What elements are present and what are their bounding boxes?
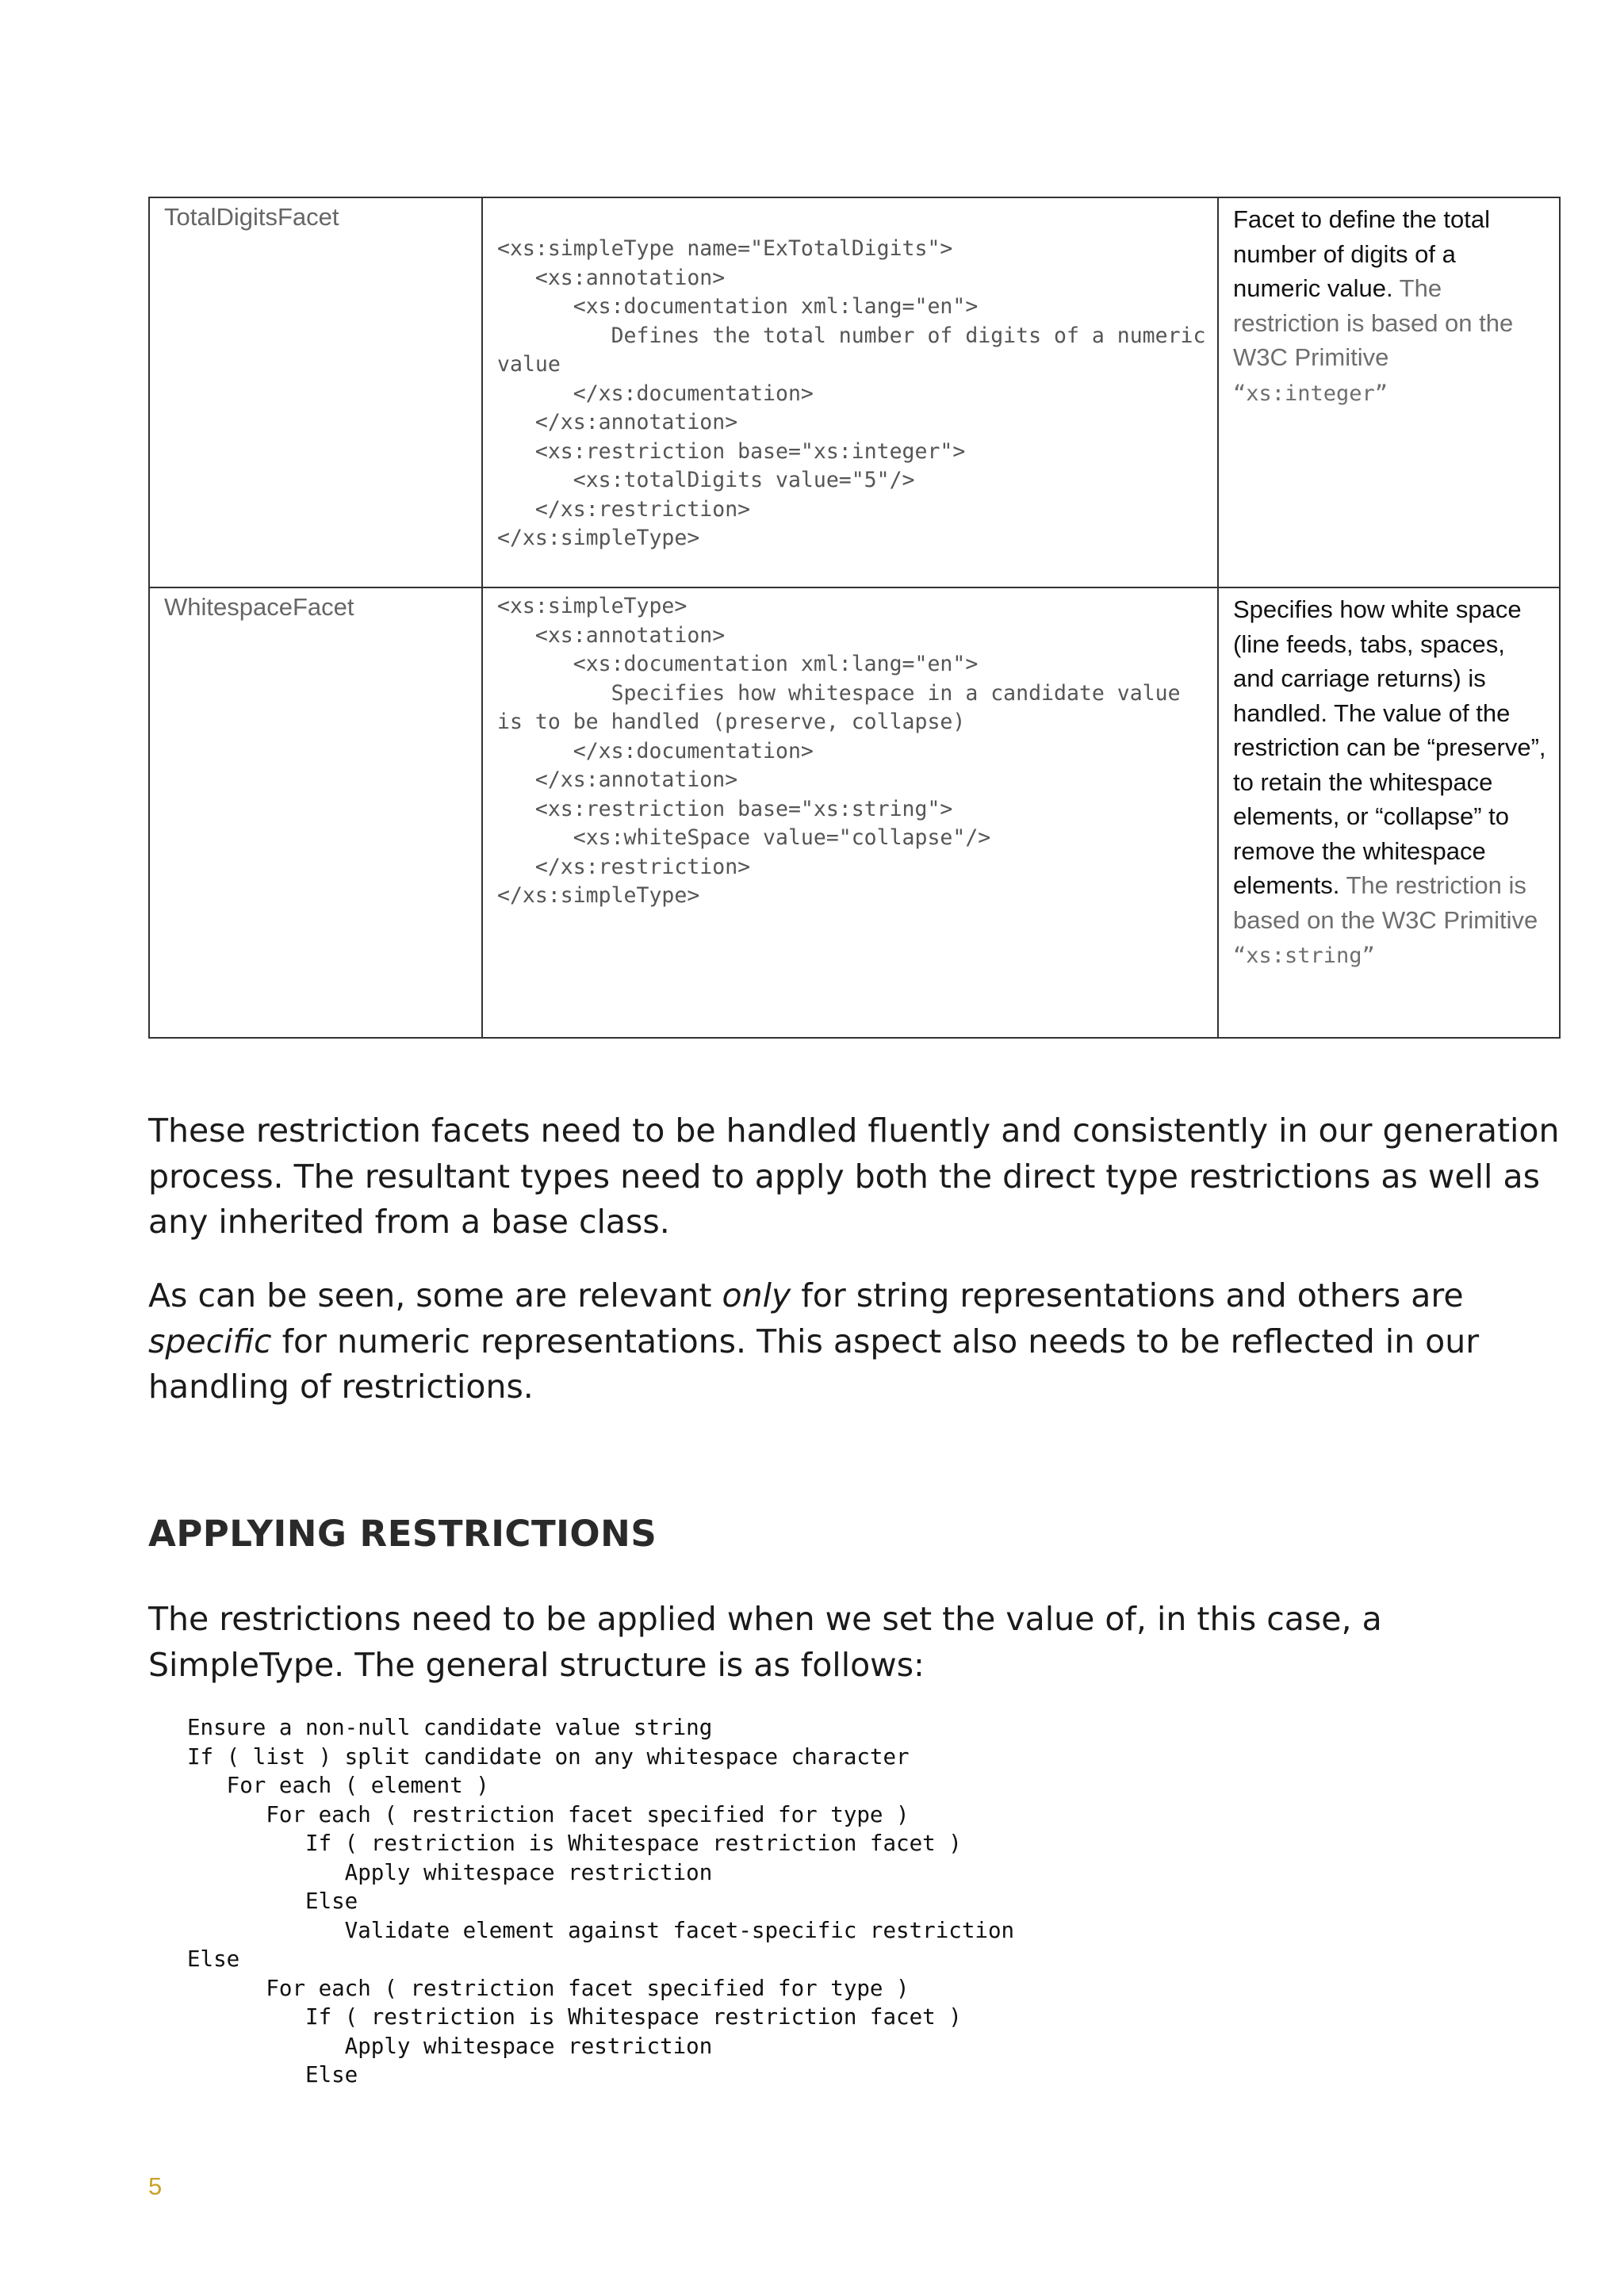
facet-description [1219, 198, 1559, 411]
restriction-facets-table [148, 197, 1561, 1039]
body-paragraph: These restriction facets need to be handled fluently and consistently in our generation process. The resultant types need to apply both the direct type restrictions as well as any inherited from a base class. [148, 1112, 1560, 1241]
paragraph-text: for numeric representations. This aspect also needs to be reflected in our handling of restrictions. [148, 1322, 1480, 1406]
paragraph-text: for string representations and others are [791, 1276, 1464, 1314]
facet-name-cell [149, 587, 482, 1038]
facet-primitive-type: “xs:integer” [1233, 381, 1388, 406]
emphasis-only: only [722, 1276, 791, 1314]
facet-code-sample: <xs:simpleType name="ExTotalDigits"> <xs:annotation> <xs:documentation xml:lang="en"> Defines the total number of digits of a numeric value </xs:documentation> </xs:annotation> <xs:restriction base="xs:integer"> <xs:totalDigits value="5"/> </xs:restriction> </xs:simpleType> [497, 236, 1206, 550]
facet-name-cell [149, 197, 482, 587]
facet-primitive-type: “xs:string” [1233, 943, 1375, 968]
body-paragraph [148, 1273, 1560, 1410]
page-number: 5 [148, 2172, 163, 2200]
facet-name: TotalDigitsFacet [164, 203, 339, 231]
facet-description-basis: The restriction is based on the W3C Primitive [1233, 871, 1538, 934]
facet-description-cell [1218, 587, 1560, 1038]
facet-description-main: Facet to define the total number of digits of a numeric value. [1233, 205, 1490, 302]
section-heading: APPLYING RESTRICTIONS [148, 1513, 657, 1555]
paragraph-text: As can be seen, some are relevant [148, 1276, 722, 1314]
facet-code-cell [482, 587, 1218, 1038]
facet-description-basis: The restriction is based on the W3C Primitive [1233, 274, 1514, 371]
pseudocode-block: Ensure a non-null candidate value string If ( list ) split candidate on any whitespace character For each ( element ) For each ( restriction facet specified for type ) If ( restriction is Whitespace restriction facet ) Apply whitespace restriction Else Validate element against facet-specific restriction Else For each ( restriction facet specified for type ) If ( restriction is Whitespace restriction facet ) Apply whitespace restriction Else [187, 1715, 1015, 2087]
facet-name: WhitespaceFacet [164, 593, 354, 621]
table-row [149, 587, 1560, 1038]
facet-description-main: Specifies how white space (line feeds, tabs, spaces, and carriage returns) is handled. The value of the restriction can be “preserve”, to retain the whitespace elements, or “collapse” to remove the whitespace elements. [1233, 595, 1546, 899]
facet-code-sample: <xs:simpleType> <xs:annotation> <xs:documentation xml:lang="en"> Specifies how whitespace in a candidate value is to be handled (preserve, collapse) </xs:documentation> </xs:annotation> <xs:restriction base="xs:string"> <xs:whiteSpace value="collapse"/> </xs:restriction> </xs:simpleType> [497, 594, 1181, 908]
facet-description-cell [1218, 197, 1560, 587]
facet-description [1219, 588, 1559, 974]
facet-code-cell [482, 197, 1218, 587]
table-row [149, 197, 1560, 587]
emphasis-specific: specific [148, 1322, 272, 1360]
body-paragraph: The restrictions need to be applied when we set the value of, in this case, a SimpleType. The general structure is as follows: [148, 1600, 1382, 1684]
